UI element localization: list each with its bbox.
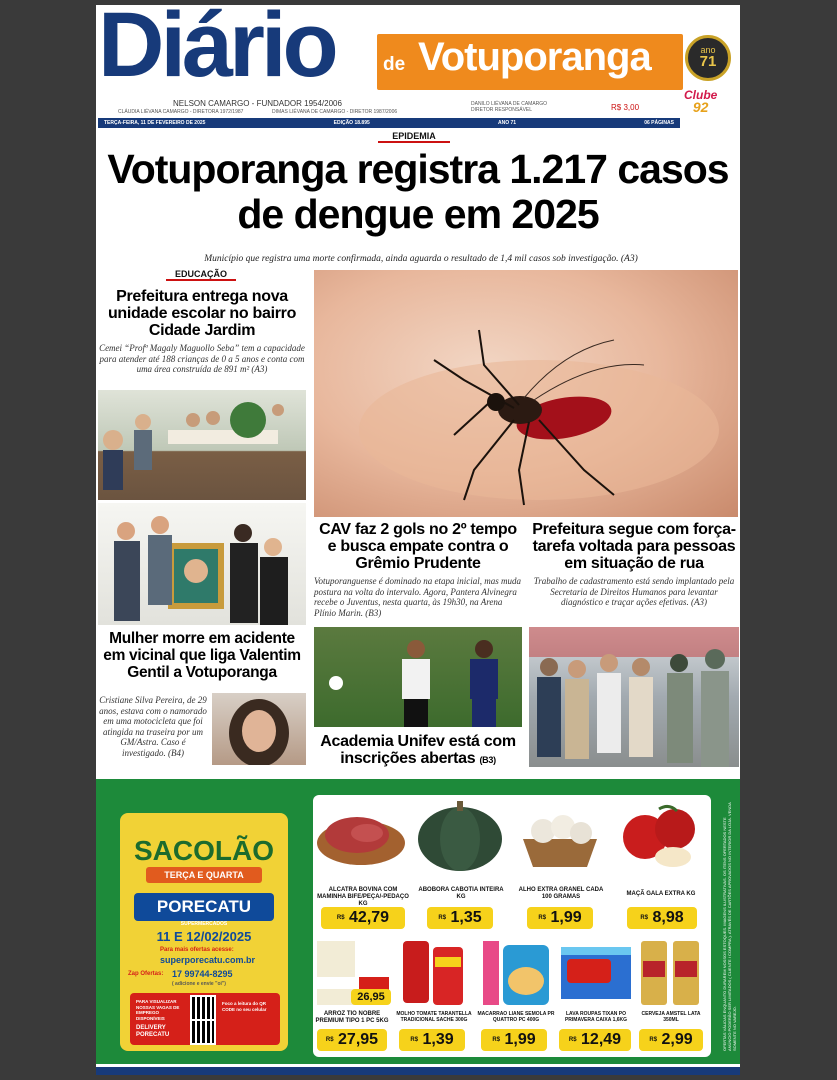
price-1: 42,79 (349, 909, 390, 926)
ad-site[interactable]: superporecatu.com.br (160, 955, 256, 965)
price-6: 1,39 (422, 1031, 454, 1048)
price-5: 27,95 (338, 1031, 379, 1048)
porecatu-brand: PORECATU (156, 897, 252, 916)
cav-headline[interactable]: CAV faz 2 gols no 2º tempo e busca empate contra o Grêmio Prudente (319, 521, 517, 572)
accident-text: Cristiane Silva Pereira, de 29 anos, estava com o namorado em uma motocicleta que foi atingida na traseira por um GM/Astra. Caso é investigado. (B4) (99, 695, 207, 758)
ad-brand-card (120, 813, 288, 1051)
lead-dek: Município que registra uma morte confirmada, ainda aguarda o resultado de 1,4 mil casos sob investigação. (A3) (204, 254, 638, 264)
supermarket-ad[interactable] (96, 779, 740, 1064)
currency-1: R$ (336, 915, 345, 921)
unveiling-illustration (98, 503, 306, 625)
street-people-photo (529, 627, 739, 767)
beef-image (313, 799, 407, 871)
price-tag-3 (527, 907, 593, 929)
currency-6: R$ (410, 1037, 419, 1043)
edition-year: ANO 71 (497, 120, 517, 126)
cav-text: Votuporanguense é dominado na etapa inicial, mas muda postura na volta do intervalo. Agora, Pantera Alvinegra recebe o Juventus, nesta quarta, às 19h30, na Arena Plínio Marin. (B3) (314, 576, 521, 618)
price-tag-9 (639, 1029, 703, 1051)
currency-5: R$ (325, 1037, 334, 1043)
victim-photo (212, 693, 306, 765)
ad-dates: 11 E 12/02/2025 (156, 929, 252, 944)
price-tag-7 (481, 1029, 547, 1051)
beer-image (635, 937, 707, 1009)
masthead-title: Diário (98, 5, 335, 96)
price-4: 8,98 (652, 909, 684, 926)
promo-price: 26,95 (357, 991, 385, 1003)
school-ceremony-photo (98, 390, 306, 500)
education-headline[interactable]: Prefeitura entrega nova unidade escolar no bairro Cidade Jardim (107, 288, 297, 339)
soccer-photo (314, 627, 522, 727)
price-3: 1,99 (550, 909, 582, 926)
former-director-1: CLÁUDIA LIÉVANA CAMARGO - DIRETORA 1972/1987 (118, 109, 244, 115)
product-panel (313, 795, 711, 1057)
street-illustration (529, 627, 739, 767)
price-9: 2,99 (661, 1031, 693, 1048)
price-tag-2 (427, 907, 493, 929)
currency-9: R$ (649, 1037, 658, 1043)
ad-disclaimer: OFERTAS VÁLIDAS ENQUANTO DURAREM NOSSOS ESTOQUES. IMAGENS ILUSTRATIVAS. OS ITENS OFERTADOS NESTE ANÚNCIO PODERÃO SER LIMITADOS ( CLIENTE / COMPRA ). ATRAVÉS DE CARTÕES APROVADOS NO INTERIOR DA LOJA. VENDA SOMENTE NO VAREJO. (722, 802, 737, 1051)
promo-price-tag (351, 989, 391, 1005)
zap-label: Zap Ofertas: (128, 971, 164, 977)
cover-price: R$ 3,00 (611, 103, 640, 112)
education-text: Cemei “Profª Magaly Maguollo Seba” tem a capacidade para atender até 188 crianças de 0 a 5 anos e conta com uma área construída de 891 m² (A3) (99, 343, 305, 374)
unifev-headline[interactable] (314, 733, 522, 769)
victim-illustration (212, 693, 306, 765)
edition-number: EDIÇÃO 18.895 (333, 120, 370, 126)
detergent-image (557, 937, 635, 1009)
product-label-9: CERVEJA AMSTEL LATA 350ML (641, 1011, 701, 1023)
ano-label: ano (700, 45, 716, 55)
edition-date: TERÇA-FEIRA, 11 DE FEVEREIRO DE 2025 (104, 120, 206, 126)
delivery-label: DELIVERY PORECATU (136, 1025, 170, 1038)
qr-box (130, 993, 280, 1045)
apple-image (613, 799, 707, 871)
pumpkin-image (413, 799, 507, 871)
director-name: DANILO LIÉVANA DE CAMARGO (471, 101, 548, 107)
product-label-3: ALHO EXTRA GRANEL CADA 100 GRAMAS (518, 887, 604, 900)
clube-number: 92 (692, 99, 709, 115)
product-label-5: ARROZ TIO NOBRE PREMIUM TIPO 1 PC 5KG (315, 1011, 389, 1024)
former-director-2: DIMAS LIÉVANA DE CAMARGO - DIRETOR 1987/2006 (272, 109, 398, 115)
sacolao-title: SACOLÃO (134, 835, 274, 866)
mosquito-photo (314, 270, 738, 517)
zap-note: ( adicione e envie "oi") (172, 981, 226, 987)
unifev-ref: (B3) (479, 755, 496, 765)
ceremony-illustration (98, 390, 306, 500)
porecatu-logo (134, 893, 274, 921)
price-7: 1,99 (504, 1031, 536, 1048)
porecatu-sub: SUPERMERCADOS (180, 921, 228, 927)
director-role: DIRETOR RESPONSÁVEL (471, 107, 533, 113)
street-text: Trabalho de cadastramento está sendo implantado pela Secretaria de Direitos Humanos para levantar diagnóstico e traçar ações efetivas. (A3) (533, 576, 735, 607)
price-tag-8 (559, 1029, 631, 1051)
jobs-label: PARA VISUALIZAR NOSSAS VAGAS DE EMPREGO DISPONÍVEIS (136, 999, 180, 1021)
founder-line: NELSON CAMARGO - FUNDADOR 1954/2006 (173, 99, 342, 108)
currency-8: R$ (568, 1037, 577, 1043)
qr-hint: Foco a leitura do QR CODE no seu celular (222, 1001, 267, 1012)
lead-kicker: EPIDEMIA (378, 131, 450, 143)
soccer-illustration (314, 627, 522, 727)
portrait-unveiling-photo (98, 503, 306, 625)
edition-info-bar (98, 118, 680, 128)
more-offers-label: Para mais ofertas acesse: (160, 947, 234, 953)
clube-logo (684, 89, 717, 113)
price-8: 12,49 (581, 1031, 622, 1048)
zap-number[interactable]: 17 99744-8295 (172, 969, 233, 979)
street-headline[interactable]: Prefeitura segue com força-tarefa voltada para pessoas em situação de rua (532, 521, 736, 572)
education-kicker: EDUCAÇÃO (166, 269, 236, 281)
masthead-de: de (383, 54, 406, 75)
masthead-city: Votuporanga (418, 35, 651, 79)
unifev-headline-text: Academia Unifev está com inscrições abertas (320, 733, 516, 767)
price-tag-5 (317, 1029, 387, 1051)
currency-4: R$ (640, 915, 649, 921)
delivery-qr-code[interactable] (190, 1019, 216, 1045)
currency-7: R$ (492, 1037, 501, 1043)
ano-number: 71 (699, 53, 717, 70)
mosquito-illustration (314, 270, 738, 517)
lead-headline[interactable] (96, 147, 740, 237)
anniversary-badge (685, 35, 731, 81)
garlic-image (513, 799, 607, 871)
product-label-4: MAÇÃ GALA EXTRA KG (626, 891, 696, 897)
pasta-image (477, 937, 555, 1009)
bottom-bar (96, 1067, 740, 1075)
product-label-1: ALCATRA BOVINA COM MAMINHA BIFE/PEÇA/-PEDAÇO KG (317, 887, 409, 907)
price-tag-1 (321, 907, 405, 929)
current-director (471, 101, 547, 113)
newspaper-front-page (96, 5, 740, 1075)
product-label-7: MACARRAO LIANE SEMOLA PR QUATTRO PC 400G (477, 1011, 555, 1023)
currency-3: R$ (538, 915, 547, 921)
lead-headline-line1: Votuporanga registra 1.217 casos (107, 146, 729, 192)
currency-2: R$ (438, 915, 447, 921)
product-label-6: MOLHO TOMATE TARANTELLA TRADICIONAL SACHE 300G (396, 1011, 472, 1023)
accident-headline[interactable]: Mulher morre em acidente em vicinal que liga Valentim Gentil a Votuporanga (103, 630, 301, 681)
sauce-image (395, 937, 473, 1009)
clube-word: Clube (684, 88, 718, 102)
terca-quarta-tag: TERÇA E QUARTA (146, 867, 262, 883)
product-label-8: LAVA ROUPAS TIXAN PO PRIMAVERA CAIXA 1,6KG (564, 1011, 628, 1023)
price-tag-6 (399, 1029, 465, 1051)
page-count: 06 PÁGINAS (644, 120, 674, 126)
price-2: 1,35 (450, 909, 482, 926)
jobs-qr-code[interactable] (190, 995, 216, 1021)
lead-headline-line2: de dengue em 2025 (237, 191, 599, 237)
product-label-2: ABOBORA CABOTIA INTEIRA KG (418, 887, 504, 900)
price-tag-4 (627, 907, 697, 929)
